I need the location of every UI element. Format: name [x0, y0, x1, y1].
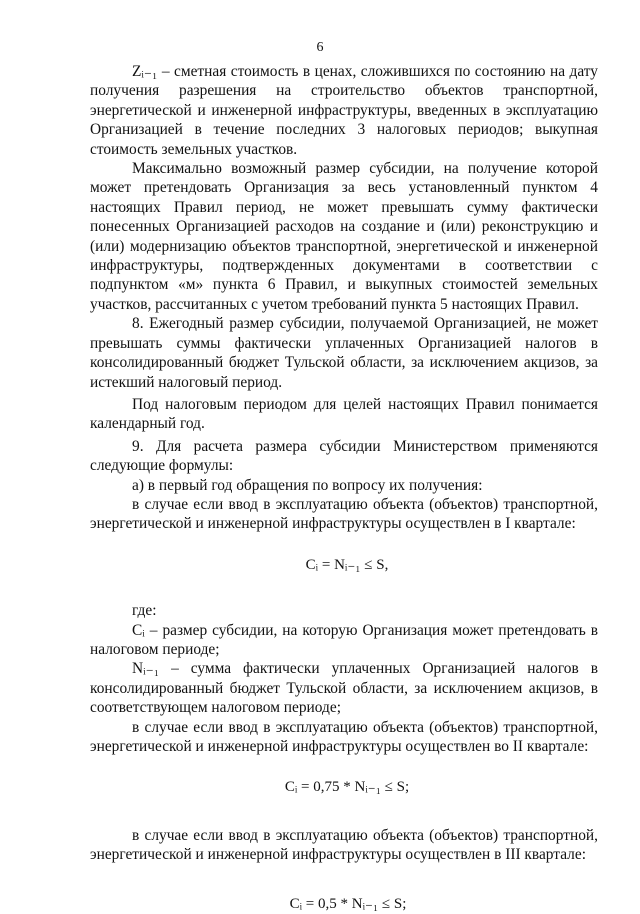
- paragraph-quarter-2: в случае если ввод в эксплуатацию объекта (объектов) транспортной, энергетической и инженерной инфраструктуры осуществлен во II квартале:: [90, 718, 598, 755]
- paragraph-tax-period: Под налоговым периодом для целей настоящих Правил понимается календарный год.: [90, 395, 598, 433]
- paragraph-item-9: 9. Для расчета размера субсидии Министерством применяются следующие формулы:: [90, 437, 598, 475]
- definition-n-text: Nᵢ₋₁ – сумма фактически уплаченных Организацией налогов в консолидированный бюджет Тульской области, за исключением акцизов, в соответствующем налоговом периоде;: [90, 660, 598, 717]
- formula-quarter-3: Cᵢ = 0,5 * Nᵢ₋₁ ≤ S;: [289, 895, 407, 912]
- paragraph-item-8: 8. Ежегодный размер субсидии, получаемой Организацией, не может превышать суммы фактически уплаченных Организацией налогов в консолидированный бюджет Тульской области, за исключением акцизов, за истекший налоговый период.: [90, 315, 598, 391]
- page-number: 6: [316, 40, 324, 55]
- paragraph-quarter-1: в случае если ввод в эксплуатацию объекта (объектов) транспортной, энергетической и инженерной инфраструктуры осуществлен в I квартале:: [90, 495, 598, 533]
- definition-c-text: Cᵢ – размер субсидии, на которую Организация может претендовать в налоговом периоде;: [90, 621, 598, 658]
- paragraph-max-subsidy: Максимально возможный размер субсидии, на получение которой может претендовать Организация за весь установленный пунктом 4 настоящих Правил период, не может превышать сумму фактически понесенных Организацией расходов на создание и (или) реконструкцию и (или) модернизацию объектов транспортной, энергетической и инженерной инфраструктуры, подтвержденных документами в соответствии с подпунктом «м» пункта 6 Правил, и выкупных стоимостей земельных участков, рассчитанных с учетом требований пункта 5 настоящих Правил.: [90, 160, 598, 313]
- definition-n: [90, 659, 598, 717]
- document-body: [90, 62, 598, 914]
- definition-c: [90, 621, 598, 660]
- paragraph-quarter-3: в случае если ввод в эксплуатацию объекта (объектов) транспортной, энергетической и инженерной инфраструктуры осуществлен в III квартале:: [90, 826, 598, 864]
- where-label: где:: [132, 602, 157, 620]
- formula-quarter-1: Cᵢ = Nᵢ₋₁ ≤ S,: [305, 556, 389, 573]
- paragraph-z-definition: Zᵢ₋₁ – сметная стоимость в ценах, сложившихся по состоянию на дату получения разрешения на строительство объектов транспортной, энергетической и инженерной инфраструктуры, введенных в эксплуатацию Организацией в течение последних 3 налоговых периодов; выкупная стоимость земельных участков.: [90, 63, 598, 158]
- paragraph-first-year: а) в первый год обращения по вопросу их получения:: [132, 476, 483, 494]
- formula-quarter-2: Cᵢ = 0,75 * Nᵢ₋₁ ≤ S;: [284, 779, 410, 796]
